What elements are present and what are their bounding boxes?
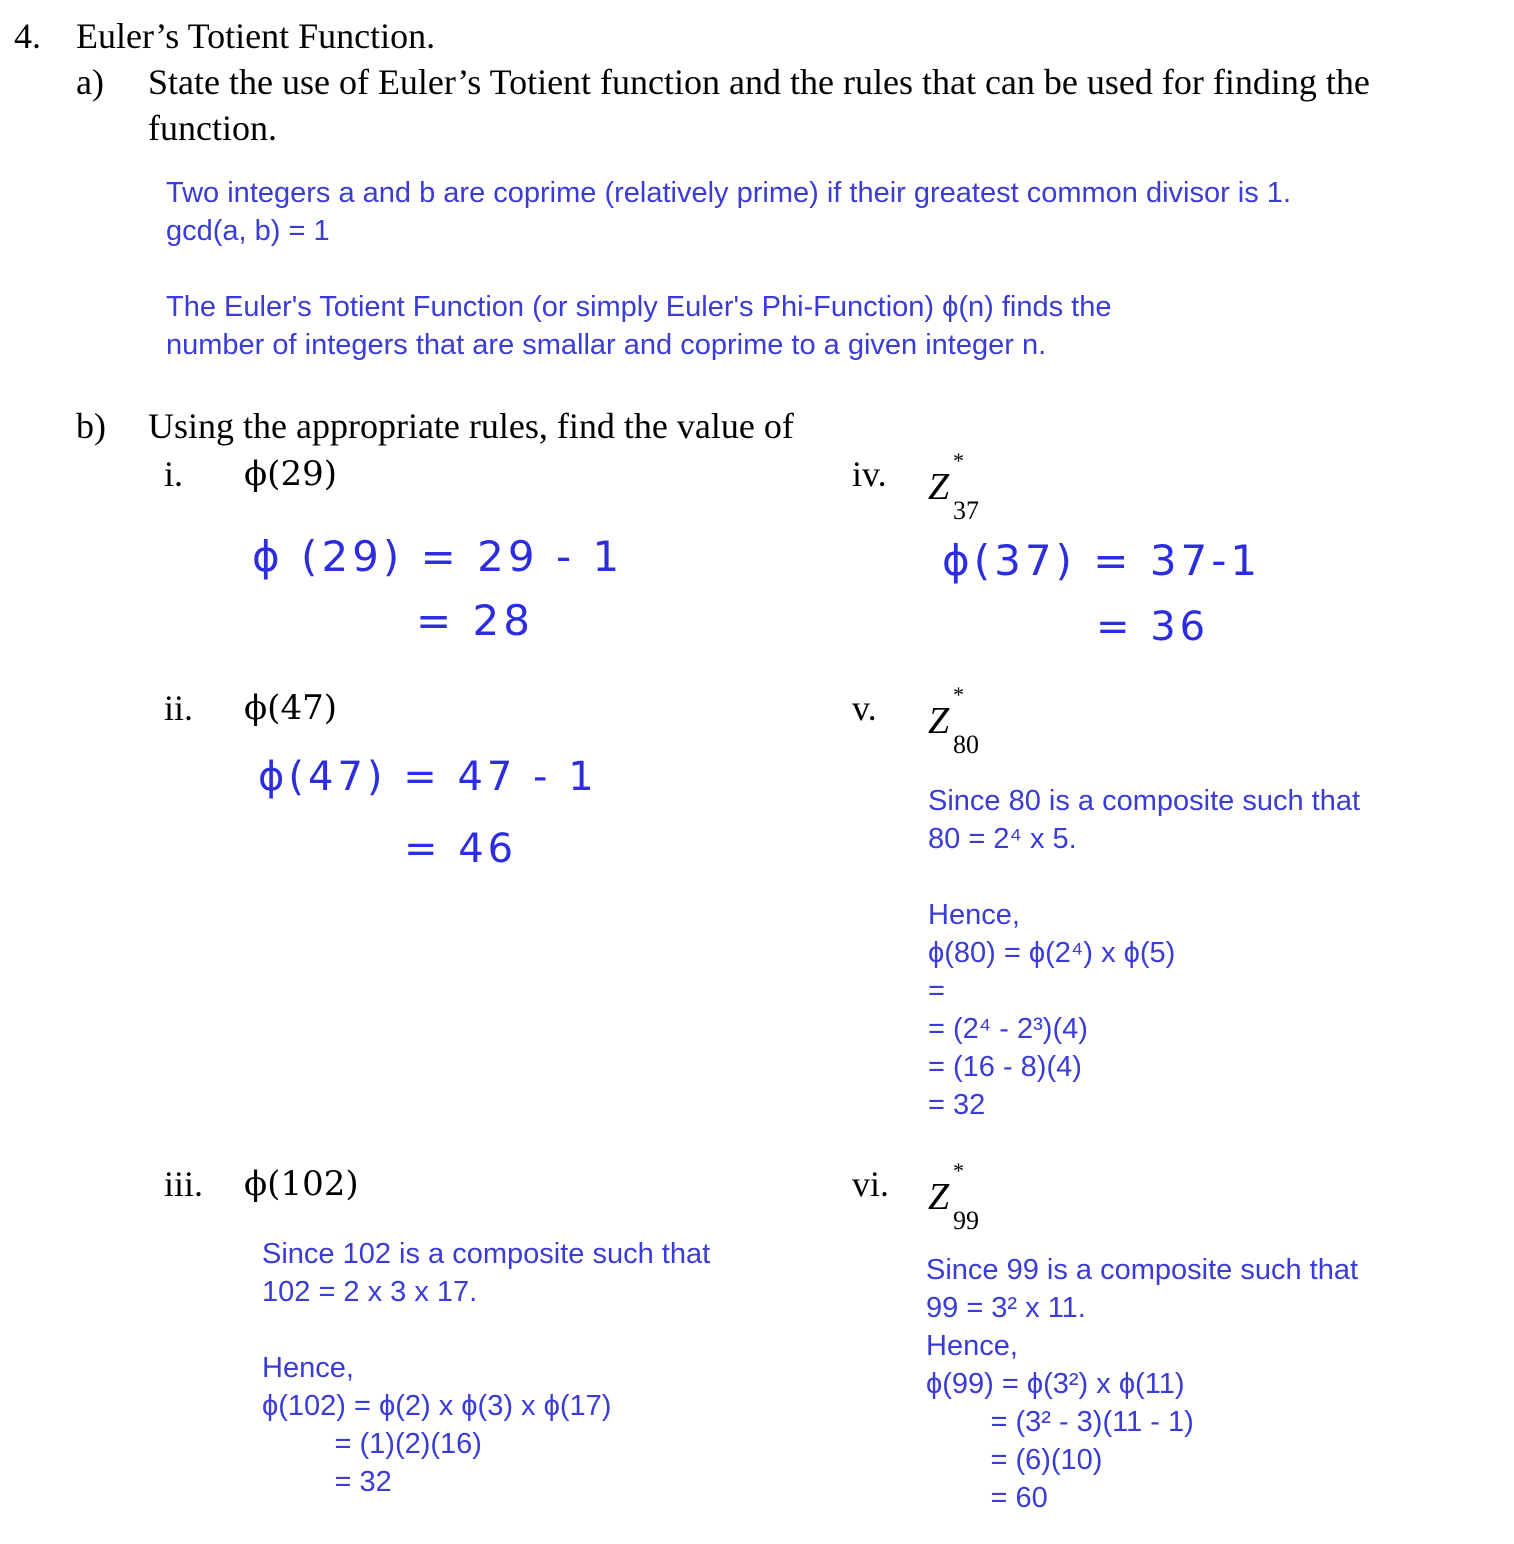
part-b-label: b)	[76, 406, 106, 446]
item-ii-handwritten-line1: ϕ(47) = 47 - 1	[258, 754, 598, 800]
item-ii-handwritten-line2: = 46	[404, 826, 518, 872]
item-iii-numeral: iii.	[164, 1164, 204, 1204]
answer-line: 80 = 2⁴ x 5.	[928, 823, 1077, 855]
part-a-text-line1: State the use of Euler’s Totient function and the rules that can be used for finding the	[148, 62, 1370, 102]
answer-line: = (16 - 8)(4)	[928, 1051, 1082, 1083]
item-iv-star: *	[953, 448, 964, 473]
answer-line: = (1)(2)(16)	[262, 1428, 482, 1460]
item-iii-expression: ϕ(102)	[244, 1164, 359, 1204]
item-v-subscript: 80	[953, 730, 979, 759]
item-ii-expression: ϕ(47)	[244, 688, 337, 728]
answer-line: = (2⁴ - 2³)(4)	[928, 1013, 1088, 1045]
item-ii-numeral: ii.	[164, 688, 194, 728]
answer-line: = 60	[926, 1482, 1048, 1514]
answer-line	[262, 1311, 710, 1349]
item-iv-handwritten-line2: = 36	[1096, 604, 1210, 650]
part-b-text: Using the appropriate rules, find the value of	[148, 406, 794, 446]
answer-line: = (6)(10)	[926, 1444, 1103, 1476]
answer-line: Since 80 is a composite such that	[928, 785, 1361, 817]
item-iv-numeral: iv.	[852, 454, 887, 494]
item-i-handwritten-line2: = 28	[416, 596, 534, 645]
answer-line: 99 = 3² x 11.	[926, 1292, 1086, 1324]
answer-line: ϕ(80) = ϕ(2⁴) x ϕ(5)	[928, 937, 1176, 969]
item-v-numeral: v.	[852, 688, 877, 728]
answer-line: = (3² - 3)(11 - 1)	[926, 1406, 1194, 1438]
answer-line: Hence,	[262, 1352, 354, 1384]
answer-line: Hence,	[928, 899, 1020, 931]
item-vi-answer	[926, 1251, 1358, 1517]
item-v-star: *	[953, 682, 964, 707]
item-vi-z-symbol: Z	[928, 1176, 950, 1218]
answer-line: ϕ(99) = ϕ(3²) x ϕ(11)	[926, 1368, 1185, 1400]
item-i-numeral: i.	[164, 454, 184, 494]
answer-line: Hence,	[926, 1330, 1018, 1362]
part-a-text-line2: function.	[148, 108, 277, 148]
item-i-handwritten-line1: ϕ (29) = 29 - 1	[252, 532, 624, 581]
item-iii-answer	[262, 1235, 710, 1501]
part-a-label: a)	[76, 62, 104, 102]
answer-line: gcd(a, b) = 1	[166, 215, 330, 247]
answer-line: 102 = 2 x 3 x 17.	[262, 1276, 478, 1308]
answer-line: Since 99 is a composite such that	[926, 1254, 1359, 1286]
question-title: Euler’s Totient Function.	[76, 16, 436, 56]
item-v-answer	[928, 782, 1360, 1124]
item-vi-subscript: 99	[953, 1206, 979, 1235]
answer-line: ϕ(102) = ϕ(2) x ϕ(3) x ϕ(17)	[262, 1390, 612, 1422]
answer-line: number of integers that are smallar and coprime to a given integer n.	[166, 329, 1047, 361]
answer-line: =	[928, 975, 945, 1007]
item-iv-handwritten-line1: ϕ(37) = 37-1	[942, 536, 1262, 585]
part-a-answer	[166, 174, 1291, 364]
item-vi-star: *	[953, 1158, 964, 1183]
item-i-expression: ϕ(29)	[244, 454, 337, 494]
item-vi-numeral: vi.	[852, 1164, 890, 1204]
item-v-z-symbol: Z	[928, 700, 950, 742]
answer-line	[166, 250, 1291, 288]
answer-line: = 32	[262, 1466, 392, 1498]
answer-line	[928, 858, 1360, 896]
item-iv-z-symbol: Z	[928, 466, 950, 508]
answer-line: = 32	[928, 1089, 986, 1121]
answer-line: Since 102 is a composite such that	[262, 1238, 711, 1270]
question-number: 4.	[14, 16, 41, 56]
item-iv-subscript: 37	[953, 496, 979, 525]
answer-line: The Euler's Totient Function (or simply Euler's Phi-Function) ϕ(n) finds the	[166, 291, 1112, 323]
answer-line: Two integers a and b are coprime (relatively prime) if their greatest common divisor is 1.	[166, 177, 1291, 209]
